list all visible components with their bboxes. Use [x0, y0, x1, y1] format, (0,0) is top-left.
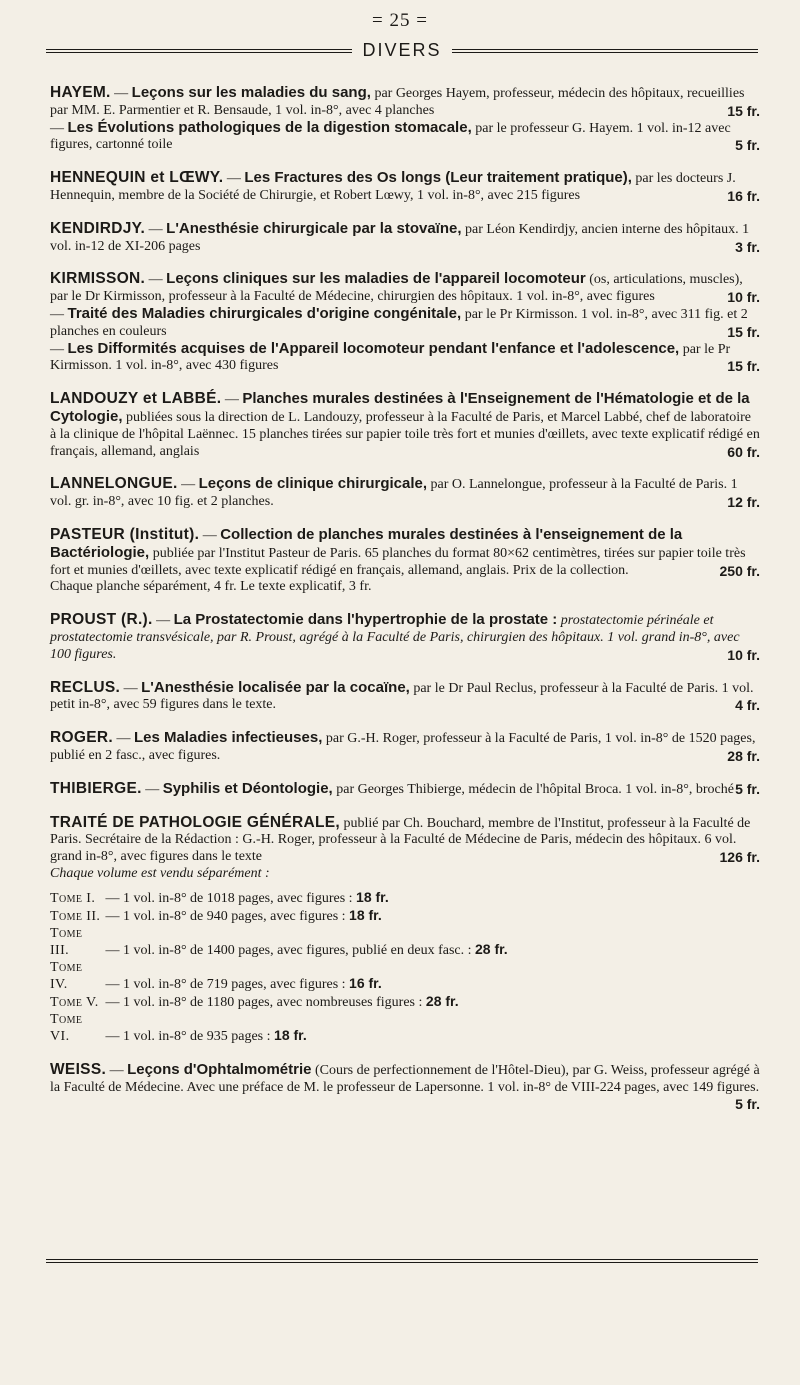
entry-body: par G.-H. Roger, professeur à la Faculté de Paris, 1 vol. in-8° de 1520 pages, publié en 2 fasc., avec figures.: [50, 731, 756, 763]
volumes-list: [50, 889, 760, 1046]
entry-price: 10 fr.: [727, 646, 760, 663]
entry-title: Collection de planches murales destinées à l'enseignement de la Bactériologie,: [50, 525, 683, 561]
volume-tome: Tome II.: [50, 909, 101, 925]
section-title: DIVERS: [362, 40, 442, 60]
catalog-entry: PASTEUR (Institut). — Collection de planches murales destinées à l'enseignement de la Bactériologie, publiée par l'Institut Pasteur de Paris. 65 planches du format 80×62 centimètres, tirées sur papier toile très fort et munies d'œillets, avec texte explicatif rédigé en français, allemand, anglais. Prix de la collection. 250 fr. Chaque planche séparément, 4 fr. Le texte explicatif, 3 fr.: [50, 525, 760, 595]
catalog-entry: RECLUS. — L'Anesthésie localisée par la cocaïne, par le Dr Paul Reclus, professeur à la Faculté de Paris. 1 vol. petit in-8°, avec 59 figures dans le texte. 4 fr.: [50, 678, 760, 714]
entry-title: L'Anesthésie chirurgicale par la stovaïne,: [166, 219, 462, 237]
entry-title: Les Maladies infectieuses,: [133, 729, 323, 747]
entry-title: Les Difformités acquises de l'Appareil locomoteur pendant l'enfance et l'adolescence,: [67, 339, 680, 357]
entry-price: 126 fr.: [719, 849, 760, 866]
catalog-entry: [50, 815, 760, 1046]
entry-author: TRAITÉ DE PATHOLOGIE GÉNÉRALE,: [50, 813, 341, 831]
catalog-entry: ROGER. — Les Maladies infectieuses, par G.-H. Roger, professeur à la Faculté de Paris, 1 vol. in-8° de 1520 pages, publié en 2 fasc., avec figures. 28 fr.: [50, 729, 760, 764]
page-number: = 25 =: [372, 10, 428, 31]
entry-price: 15 fr.: [727, 102, 760, 119]
volume-row: [50, 889, 760, 908]
entry-body: par le Dr Paul Reclus, professeur à la Faculté de Paris. 1 vol. petit in-8°, avec 59 figures dans le texte.: [50, 680, 754, 713]
volume-price: 18 fr.: [356, 888, 389, 905]
catalog-entry: KIRMISSON. — Leçons cliniques sur les maladies de l'appareil locomoteur (os, articulations, muscles), par le Dr Kirmisson, professeur à la Faculté de Médecine, chirurgien des hôpitaux. 1 vol. in-8°, avec figures 10 fr. — Traité des Maladies chirurgicales d'origine congénitale, par le Pr Kirmisson. 1 vol. in-8°, avec 311 fig. et 2 planches en couleurs 15 fr. — Les Difformités acquises de l'Appareil locomoteur pendant l'enfance et l'adolescence, par le Pr Kirmisson. 1 vol. in-8°, avec 430 figures 15 fr.: [50, 270, 760, 375]
entry-author: LANDOUZY et LABBÉ.: [50, 390, 222, 408]
entry-body: publiées sous la direction de L. Landouzy, professeur à la Faculté de Paris, et Marcel Labbé, chef de laboratoire à la clinique de l'hôpital Laënnec. 15 planches tirées sur papier toile très fort et munies d'œillets, avec texte explicatif rédigé en français, allemand, anglais: [50, 409, 760, 459]
catalog-entry: LANDOUZY et LABBÉ. — Planches murales destinées à l'Enseignement de l'Hématologie et de la Cytologie, publiées sous la direction de L. Landouzy, professeur à la Faculté de Paris, et Marcel Labbé, chef de laboratoire à la clinique de l'hôpital Laënnec. 15 planches tirées sur papier toile très fort et munies d'œillets, avec texte explicatif rédigé en français, allemand, anglais 60 fr.: [50, 390, 760, 460]
entry-title: La Prostatectomie dans l'hypertrophie de la prostate :: [173, 611, 558, 629]
entry-author: HENNEQUIN et LŒWY.: [50, 169, 224, 187]
catalog-entry: LANNELONGUE. — Leçons de clinique chirurgicale, par O. Lannelongue, professeur à la Faculté de Paris. 1 vol. gr. in-8°, avec 10 fig. et 2 planches. 12 fr.: [50, 475, 760, 511]
entry-body: publié par Ch. Bouchard, membre de l'Institut, professeur à la Faculté de Paris. Secrétaire de la Rédaction : G.-H. Roger, professeur à la Faculté de Médecine de Paris, médecin des hôpitaux. 6 vol. grand in-8°, avec figures dans le texte: [50, 815, 751, 865]
entry-title: Leçons d'Ophtalmométrie: [127, 1060, 312, 1078]
volume-tome: Tome VI.: [50, 1012, 83, 1045]
volume-price: 16 fr.: [349, 974, 382, 991]
entry-body: par Georges Thibierge, médecin de l'hôpital Broca. 1 vol. in-8°, broché: [336, 781, 734, 797]
catalog-entry: WEISS. — Leçons d'Ophtalmométrie (Cours de perfectionnement de l'Hôtel-Dieu), par G. Weiss, professeur agrégé à la Faculté de Médecine. Avec une préface de M. le professeur de Lapersonne. 1 vol. in-8° de VIII-224 pages, avec 149 figures. 5 fr.: [50, 1060, 760, 1113]
entry-price: 250 fr.: [719, 562, 760, 579]
entry-body: par Léon Kendirdjy, ancien interne des hôpitaux. 1 vol. in-12 de XI-206 pages: [50, 221, 750, 254]
entry-title: Leçons sur les maladies du sang,: [131, 84, 371, 101]
entry-price: 10 fr.: [727, 289, 760, 306]
entry-title: Planches murales destinées à l'Enseignement de l'Hématologie et de la Cytologie,: [50, 390, 750, 425]
entry-body: (os, articulations, muscles), par le Dr Kirmisson, professeur à la Faculté de Médecine, chirurgien des hôpitaux. 1 vol. in-8°, avec figures: [50, 272, 743, 305]
entry-price: 15 fr.: [727, 358, 760, 375]
entry-author: LANNELONGUE.: [50, 475, 178, 493]
entry-title: Leçons de clinique chirurgicale,: [198, 475, 428, 493]
volume-row: [50, 960, 760, 994]
volume-text: — 1 vol. in-8° de 1018 pages, avec figures :: [105, 890, 353, 906]
volume-price: 28 fr.: [425, 993, 459, 1010]
volume-price: 18 fr.: [349, 907, 382, 924]
entry-body: (Cours de perfectionnement de l'Hôtel-Dieu), par G. Weiss, professeur agrégé à la Faculté de Médecine. Avec une préface de M. le professeur de Lapersonne. 1 vol. in-8° de VIII-224 pages, avec 149 figures.: [50, 1062, 760, 1095]
entry-price: 12 fr.: [727, 494, 760, 511]
bottom-rule: [46, 1259, 758, 1263]
volume-tome: Tome V.: [50, 995, 99, 1011]
entry-body: prostatectomie périnéale et prostatectomie transvésicale, par R. Proust, agrégé à la Faculté de Paris, chirurgien des hôpitaux. 1 vol. grand in-8°, avec 100 figures.: [50, 613, 740, 662]
volume-text: — 1 vol. in-8° de 940 pages, avec figures :: [105, 909, 346, 925]
entry-price: 28 fr.: [727, 747, 760, 764]
entry-price: 4 fr.: [735, 697, 760, 714]
volume-row: [50, 926, 760, 960]
entry-author: HAYEM.: [50, 84, 111, 101]
entry-author: PASTEUR (Institut).: [50, 525, 200, 543]
entry-body: par O. Lannelongue, professeur à la Faculté de Paris. 1 vol. gr. in-8°, avec 10 fig. et 2 planches.: [50, 477, 738, 510]
volume-text: — 1 vol. in-8° de 1400 pages, avec figures, publié en deux fasc. :: [105, 943, 472, 959]
header-rule-left: [46, 49, 352, 53]
entry-author: PROUST (R.).: [50, 611, 153, 629]
entry-price: 3 fr.: [735, 238, 760, 255]
volume-text: — 1 vol. in-8° de 1180 pages, avec nombreuses figures :: [105, 995, 423, 1011]
entry-body: par le professeur G. Hayem. 1 vol. in-12 avec figures, cartonné toile: [50, 120, 731, 153]
volume-row: [50, 907, 760, 926]
entry-price: 5 fr.: [735, 780, 760, 797]
entry-title: Les Fractures des Os longs (Leur traitement pratique),: [244, 169, 632, 187]
catalog-entry: HAYEM. — Leçons sur les maladies du sang, par Georges Hayem, professeur, médecin des hôpitaux, recueillies par MM. E. Parmentier et R. Bensaude, 1 vol. in-8°, avec 4 planches 15 fr. — Les Évolutions pathologiques de la digestion stomacale, par le professeur G. Hayem. 1 vol. in-12 avec figures, cartonné toile 5 fr.: [50, 84, 760, 154]
catalog-entry: THIBIERGE. — Syphilis et Déontologie, par Georges Thibierge, médecin de l'hôpital Broca. 1 vol. in-8°, broché 5 fr.: [50, 779, 760, 797]
entry-price: 5 fr.: [735, 1096, 760, 1113]
volume-text: — 1 vol. in-8° de 935 pages :: [105, 1029, 271, 1045]
entry-price: 15 fr.: [727, 323, 760, 340]
entry-body: publiée par l'Institut Pasteur de Paris. 65 planches du format 80×62 centimètres, tirées sur papier toile très fort et munies d'œillets, avec texte explicatif rédigé en français, allemand, anglais. Prix de la collection.: [50, 545, 746, 578]
entry-author: ROGER.: [50, 729, 113, 747]
entry-body: par les docteurs J. Hennequin, membre de la Société de Chirurgie, et Robert Lœwy, 1 vol. in-8°, avec 215 figures: [50, 171, 736, 203]
volume-price: 28 fr.: [475, 941, 508, 958]
volumes-note: Chaque volume est vendu séparément :: [50, 865, 270, 881]
entry-body: par le Pr Kirmisson. 1 vol. in-8°, avec 430 figures: [50, 341, 731, 374]
entry-title: Syphilis et Déontologie,: [162, 779, 333, 797]
entry-author: RECLUS.: [50, 678, 121, 696]
entry-price: 16 fr.: [727, 187, 760, 204]
volume-tome: Tome III.: [50, 926, 83, 959]
entry-title: Les Évolutions pathologiques de la digestion stomacale,: [67, 118, 472, 136]
volume-tome: Tome I.: [50, 890, 96, 906]
volume-tome: Tome IV.: [50, 959, 83, 992]
header-rule-right: [452, 49, 758, 53]
catalog-entry: KENDIRDJY. — L'Anesthésie chirurgicale par la stovaïne, par Léon Kendirdjy, ancien interne des hôpitaux. 1 vol. in-12 de XI-206 pages 3 fr.: [50, 219, 760, 255]
entry-author: WEISS.: [50, 1060, 107, 1078]
entry-body: par Georges Hayem, professeur, médecin des hôpitaux, recueillies par MM. E. Parmentier et R. Bensaude, 1 vol. in-8°, avec 4 planches: [50, 86, 745, 118]
volume-row: [50, 1012, 760, 1046]
entry-title: L'Anesthésie localisée par la cocaïne,: [141, 678, 410, 696]
entries-list: [50, 85, 760, 1113]
catalog-entry: PROUST (R.). — La Prostatectomie dans l'hypertrophie de la prostate : prostatectomie périnéale et prostatectomie transvésicale, par R. Proust, agrégé à la Faculté de Paris, chirurgien des hôpitaux. 1 vol. grand in-8°, avec 100 figures. 10 fr.: [50, 611, 760, 663]
entry-title: Leçons cliniques sur les maladies de l'appareil locomoteur: [166, 270, 586, 288]
entry-author: KIRMISSON.: [50, 270, 146, 288]
volume-price: 18 fr.: [274, 1027, 307, 1044]
entry-price: 5 fr.: [735, 137, 760, 154]
entry-title: Traité des Maladies chirurgicales d'origine congénitale,: [67, 304, 462, 322]
volume-row: [50, 993, 760, 1012]
entry-extra: Chaque planche séparément, 4 fr. Le texte explicatif, 3 fr.: [50, 579, 372, 595]
catalog-entry: HENNEQUIN et LŒWY. — Les Fractures des Os longs (Leur traitement pratique), par les docteurs J. Hennequin, membre de la Société de Chirurgie, et Robert Lœwy, 1 vol. in-8°, avec 215 figures 16 fr.: [50, 169, 760, 204]
entry-body: par le Pr Kirmisson. 1 vol. in-8°, avec 311 fig. et 2 planches en couleurs: [50, 306, 748, 339]
entry-price: 60 fr.: [727, 443, 760, 460]
entry-author: KENDIRDJY.: [50, 219, 146, 237]
volume-text: — 1 vol. in-8° de 719 pages, avec figures :: [105, 976, 346, 992]
entry-author: THIBIERGE.: [50, 779, 142, 797]
section-header: [46, 40, 758, 61]
